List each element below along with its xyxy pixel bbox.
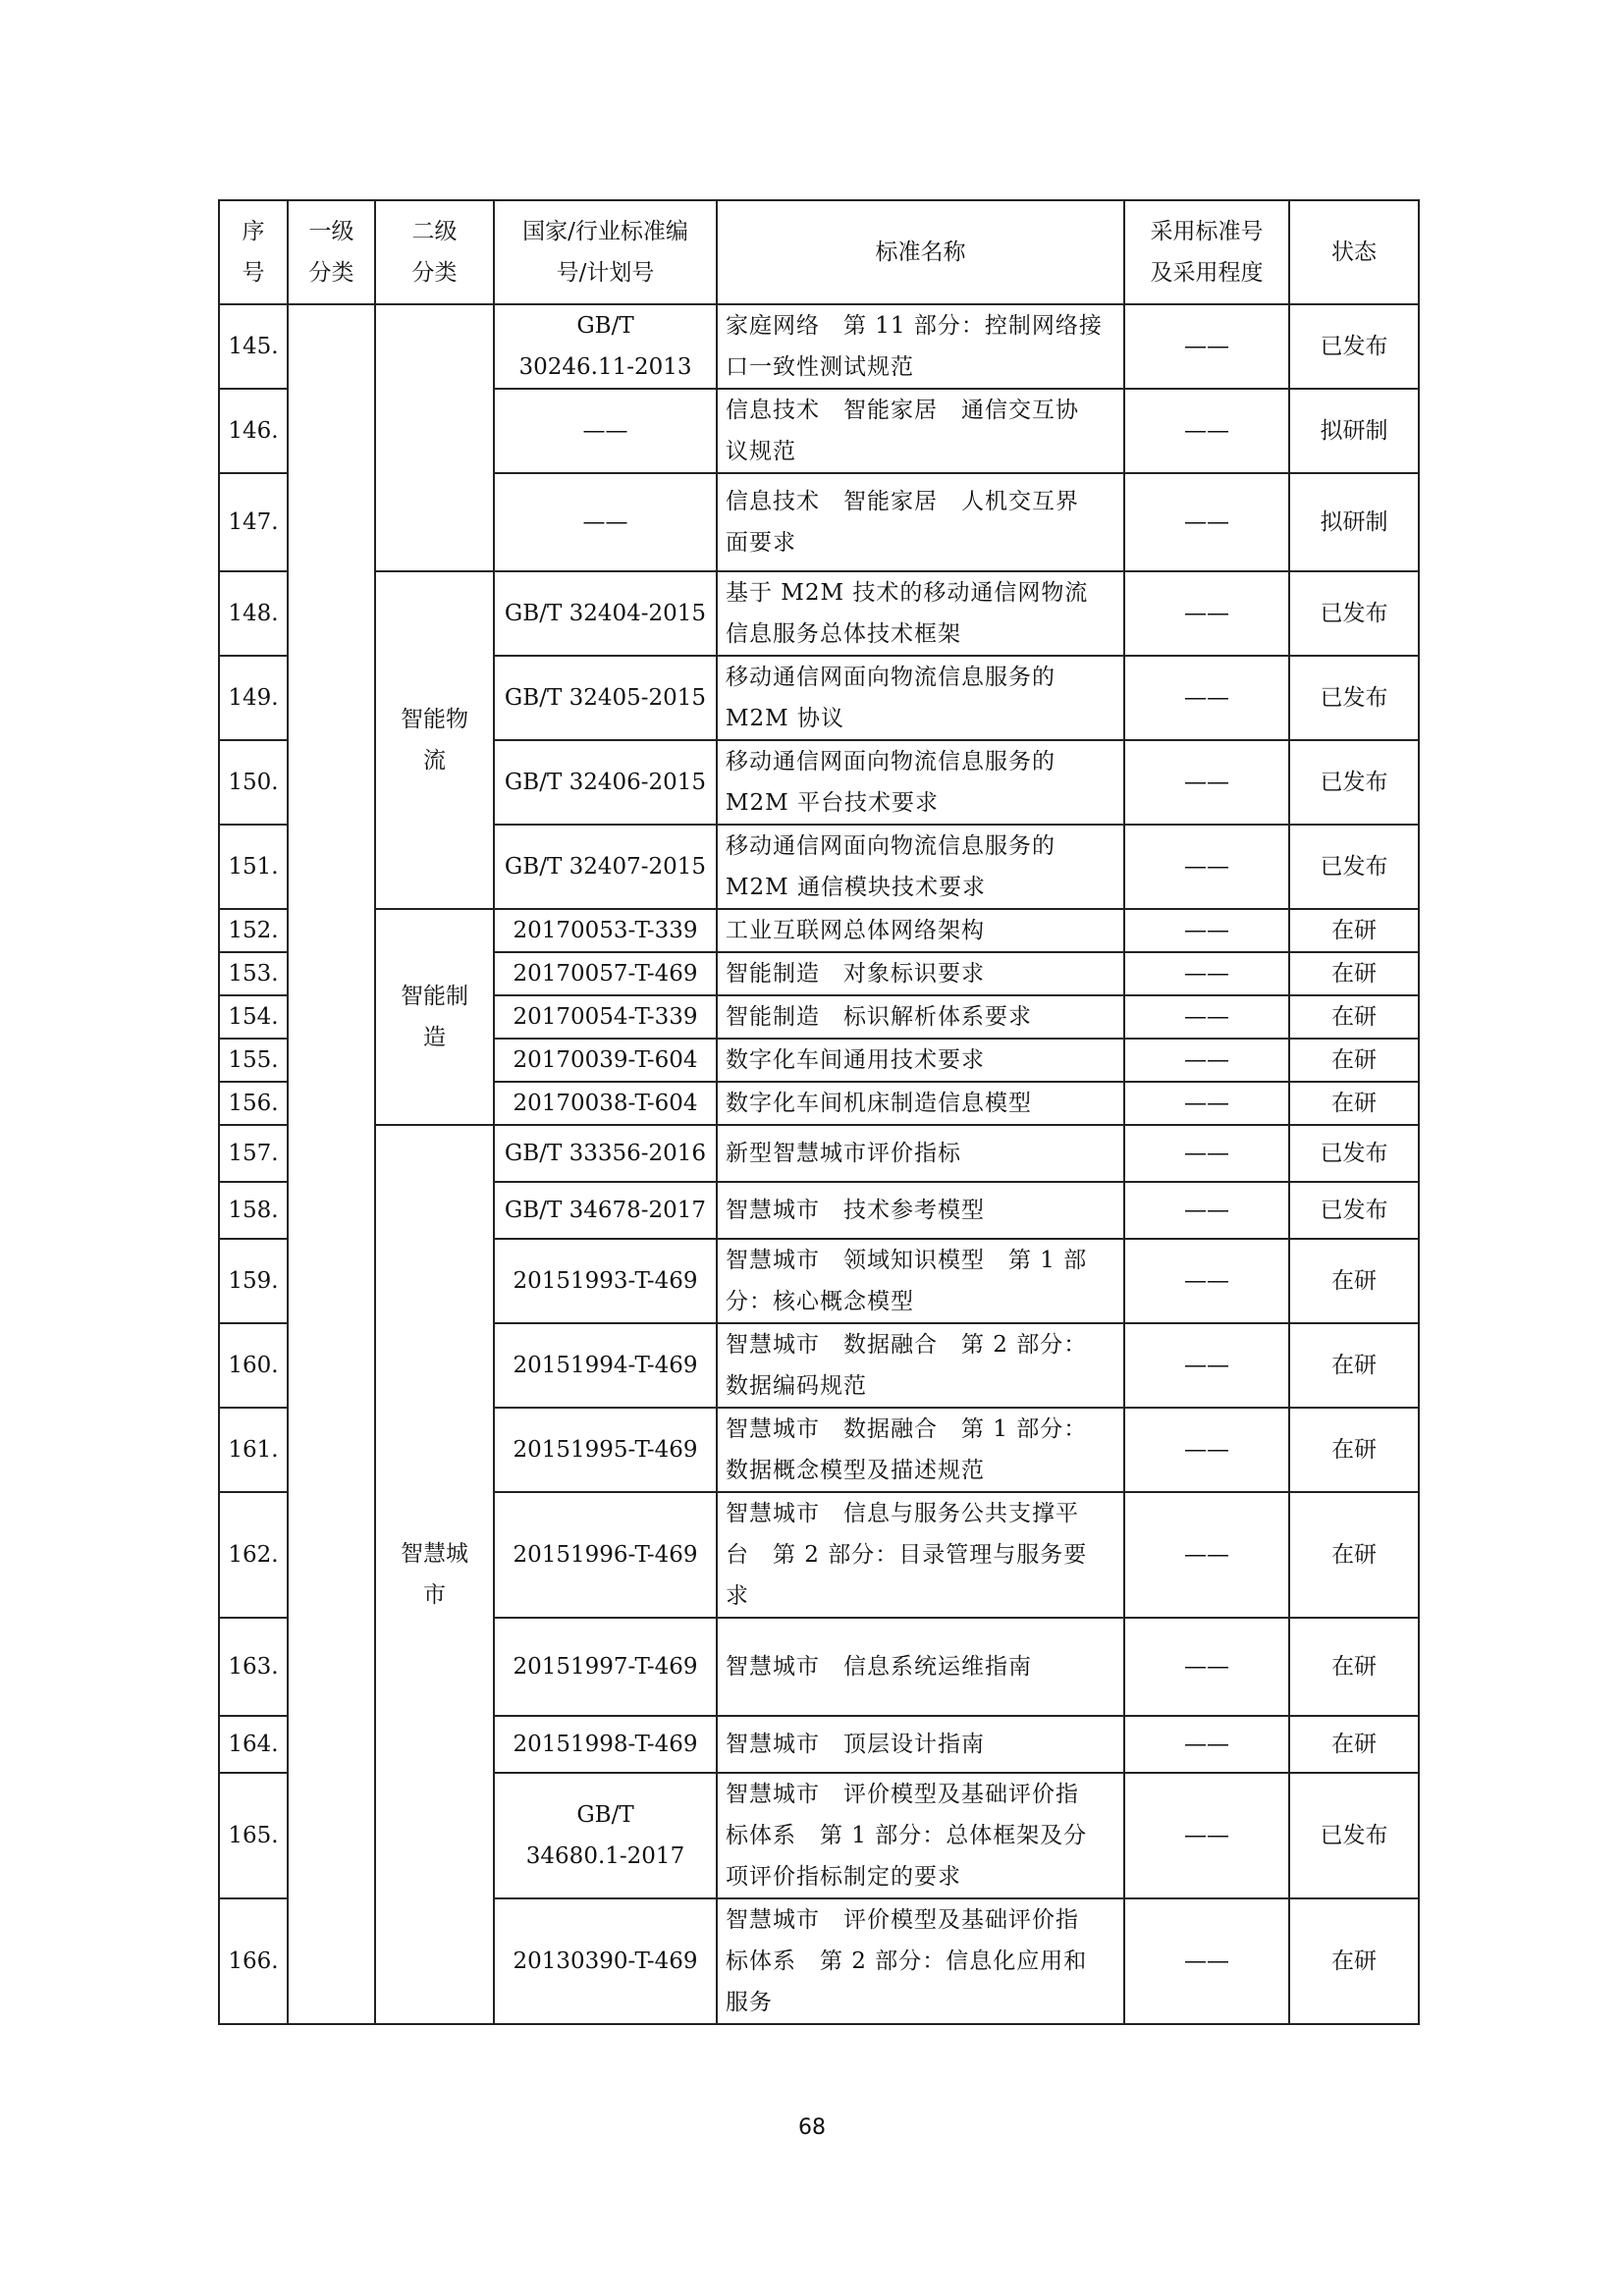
header-adopt: 采用标准号 及采用程度 <box>1124 200 1289 304</box>
standard-code: GB/T 32404-2015 <box>494 571 717 656</box>
row-number: 146. <box>219 389 288 473</box>
standard-name: 智能制造 对象标识要求 <box>717 952 1124 995</box>
row-number: 155. <box>219 1039 288 1082</box>
row-number: 160. <box>219 1323 288 1408</box>
standard-name: 信息技术 智能家居 人机交互界 面要求 <box>717 473 1124 571</box>
status: 在研 <box>1289 1239 1419 1323</box>
header-status: 状态 <box>1289 200 1419 304</box>
table-row <box>219 1125 1419 1182</box>
standard-code: GB/T 32406-2015 <box>494 740 717 825</box>
standard-code: 20151997-T-469 <box>494 1618 717 1716</box>
adoption: —— <box>1124 656 1289 740</box>
adoption: —— <box>1124 909 1289 952</box>
status: 在研 <box>1289 1323 1419 1408</box>
row-number: 161. <box>219 1408 288 1492</box>
adoption: —— <box>1124 825 1289 909</box>
standard-code: GB/T 33356-2016 <box>494 1125 717 1182</box>
adoption: —— <box>1124 473 1289 571</box>
status: 在研 <box>1289 995 1419 1039</box>
status: 在研 <box>1289 1492 1419 1618</box>
row-number: 158. <box>219 1182 288 1239</box>
standard-name: 移动通信网面向物流信息服务的 M2M 平台技术要求 <box>717 740 1124 825</box>
row-number: 147. <box>219 473 288 571</box>
cat2-cell-manufacturing: 智能制 造 <box>375 909 494 1125</box>
standard-code: GB/T 32407-2015 <box>494 825 717 909</box>
adoption: —— <box>1124 740 1289 825</box>
standard-name: 家庭网络 第 11 部分：控制网络接 口一致性测试规范 <box>717 304 1124 389</box>
standard-code: —— <box>494 389 717 473</box>
status: 已发布 <box>1289 304 1419 389</box>
table-row <box>219 571 1419 656</box>
standard-name: 智慧城市 数据融合 第 2 部分： 数据编码规范 <box>717 1323 1124 1408</box>
page-number: 68 <box>798 2115 826 2140</box>
adoption: —— <box>1124 1082 1289 1125</box>
adoption: —— <box>1124 1492 1289 1618</box>
cat2-cell-city: 智慧城 市 <box>375 1125 494 2024</box>
standard-code: 20170039-T-604 <box>494 1039 717 1082</box>
standard-code: 20151996-T-469 <box>494 1492 717 1618</box>
standard-code: 20170057-T-469 <box>494 952 717 995</box>
table-row <box>219 909 1419 952</box>
standard-name: 移动通信网面向物流信息服务的 M2M 通信模块技术要求 <box>717 825 1124 909</box>
status: 在研 <box>1289 1898 1419 2024</box>
status: 在研 <box>1289 1408 1419 1492</box>
standard-name: 智慧城市 评价模型及基础评价指 标体系 第 1 部分：总体框架及分 项评价指标制定的要求 <box>717 1773 1124 1898</box>
standard-code: GB/T 30246.11-2013 <box>494 304 717 389</box>
header-code: 国家/行业标准编 号/计划号 <box>494 200 717 304</box>
standard-name: 基于 M2M 技术的移动通信网物流 信息服务总体技术框架 <box>717 571 1124 656</box>
status: 在研 <box>1289 909 1419 952</box>
standard-code: GB/T 34678-2017 <box>494 1182 717 1239</box>
header-name: 标准名称 <box>717 200 1124 304</box>
status: 已发布 <box>1289 825 1419 909</box>
status: 拟研制 <box>1289 473 1419 571</box>
standard-name: 智慧城市 数据融合 第 1 部分： 数据概念模型及描述规范 <box>717 1408 1124 1492</box>
standard-code: 20170038-T-604 <box>494 1082 717 1125</box>
row-number: 148. <box>219 571 288 656</box>
row-number: 165. <box>219 1773 288 1898</box>
status: 在研 <box>1289 1082 1419 1125</box>
adoption: —— <box>1124 1618 1289 1716</box>
row-number: 163. <box>219 1618 288 1716</box>
status: 已发布 <box>1289 740 1419 825</box>
standard-name: 工业互联网总体网络架构 <box>717 909 1124 952</box>
standard-name: 信息技术 智能家居 通信交互协 议规范 <box>717 389 1124 473</box>
standard-name: 智慧城市 评价模型及基础评价指 标体系 第 2 部分：信息化应用和 服务 <box>717 1898 1124 2024</box>
adoption: —— <box>1124 571 1289 656</box>
adoption: —— <box>1124 1716 1289 1773</box>
adoption: —— <box>1124 304 1289 389</box>
adoption: —— <box>1124 1898 1289 2024</box>
status: 已发布 <box>1289 656 1419 740</box>
standard-name: 移动通信网面向物流信息服务的 M2M 协议 <box>717 656 1124 740</box>
row-number: 145. <box>219 304 288 389</box>
row-number: 150. <box>219 740 288 825</box>
header-cat2: 二级 分类 <box>375 200 494 304</box>
adoption: —— <box>1124 995 1289 1039</box>
standard-code: 20151993-T-469 <box>494 1239 717 1323</box>
row-number: 151. <box>219 825 288 909</box>
status: 已发布 <box>1289 571 1419 656</box>
status: 在研 <box>1289 1618 1419 1716</box>
row-number: 157. <box>219 1125 288 1182</box>
header-cat1: 一级 分类 <box>288 200 375 304</box>
standard-code: GB/T 32405-2015 <box>494 656 717 740</box>
row-number: 166. <box>219 1898 288 2024</box>
status: 在研 <box>1289 1039 1419 1082</box>
status: 已发布 <box>1289 1125 1419 1182</box>
status: 在研 <box>1289 1716 1419 1773</box>
header-seq: 序 号 <box>219 200 288 304</box>
adoption: —— <box>1124 952 1289 995</box>
standard-code: 20170054-T-339 <box>494 995 717 1039</box>
row-number: 154. <box>219 995 288 1039</box>
status: 拟研制 <box>1289 389 1419 473</box>
standard-name: 数字化车间机床制造信息模型 <box>717 1082 1124 1125</box>
standards-table <box>218 199 1420 2025</box>
standard-name: 智慧城市 信息系统运维指南 <box>717 1618 1124 1716</box>
row-number: 156. <box>219 1082 288 1125</box>
table-row <box>219 304 1419 389</box>
adoption: —— <box>1124 1408 1289 1492</box>
standard-code: —— <box>494 473 717 571</box>
row-number: 152. <box>219 909 288 952</box>
header-row <box>219 200 1419 304</box>
adoption: —— <box>1124 1182 1289 1239</box>
status: 已发布 <box>1289 1773 1419 1898</box>
adoption: —— <box>1124 1773 1289 1898</box>
standard-name: 智慧城市 顶层设计指南 <box>717 1716 1124 1773</box>
standard-name: 智慧城市 技术参考模型 <box>717 1182 1124 1239</box>
row-number: 162. <box>219 1492 288 1618</box>
standard-code: 20151998-T-469 <box>494 1716 717 1773</box>
standard-code: GB/T 34680.1-2017 <box>494 1773 717 1898</box>
standard-name: 新型智慧城市评价指标 <box>717 1125 1124 1182</box>
status: 在研 <box>1289 952 1419 995</box>
adoption: —— <box>1124 389 1289 473</box>
standard-code: 20170053-T-339 <box>494 909 717 952</box>
standard-name: 智慧城市 信息与服务公共支撑平 台 第 2 部分：目录管理与服务要 求 <box>717 1492 1124 1618</box>
standard-code: 20151995-T-469 <box>494 1408 717 1492</box>
row-number: 153. <box>219 952 288 995</box>
status: 已发布 <box>1289 1182 1419 1239</box>
cat2-cell-logistics: 智能物 流 <box>375 571 494 909</box>
cat2-cell-smart-home <box>375 304 494 571</box>
adoption: —— <box>1124 1039 1289 1082</box>
standard-name: 智慧城市 领域知识模型 第 1 部 分：核心概念模型 <box>717 1239 1124 1323</box>
standard-name: 智能制造 标识解析体系要求 <box>717 995 1124 1039</box>
standard-code: 20151994-T-469 <box>494 1323 717 1408</box>
adoption: —— <box>1124 1239 1289 1323</box>
adoption: —— <box>1124 1125 1289 1182</box>
row-number: 149. <box>219 656 288 740</box>
standard-name: 数字化车间通用技术要求 <box>717 1039 1124 1082</box>
adoption: —— <box>1124 1323 1289 1408</box>
standard-code: 20130390-T-469 <box>494 1898 717 2024</box>
row-number: 159. <box>219 1239 288 1323</box>
row-number: 164. <box>219 1716 288 1773</box>
cat1-cell <box>288 304 375 2024</box>
